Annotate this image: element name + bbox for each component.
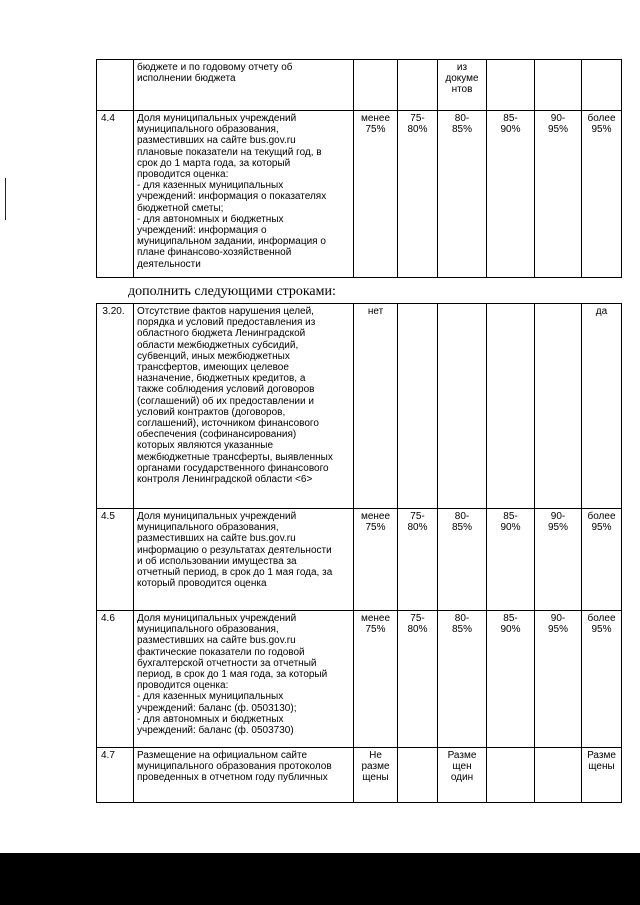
row-value: более 95% bbox=[582, 111, 622, 278]
row-value: менее 75% bbox=[354, 111, 398, 278]
row-value: 75- 80% bbox=[398, 611, 438, 748]
row-value: нет bbox=[354, 304, 398, 509]
scan-bottom-bar bbox=[0, 853, 640, 905]
row-number: 4.6 bbox=[97, 611, 134, 748]
row-value bbox=[398, 60, 438, 111]
indicator-table-bottom bbox=[96, 303, 622, 803]
row-value: менее 75% bbox=[354, 611, 398, 748]
row-value: 80- 85% bbox=[438, 509, 487, 611]
row-number: 4.4 bbox=[97, 111, 134, 278]
row-description: Доля муниципальных учреждений муниципального образования, разместивших на сайте bus.gov.ru информацию о результатах деятельности и об использовании имущества за отчетный период, в срок до 1 мая года, за который проводится оценка bbox=[134, 509, 354, 611]
row-value: 90- 95% bbox=[535, 611, 582, 748]
row-value: из докуме нтов bbox=[438, 60, 487, 111]
row-number: 4.5 bbox=[97, 509, 134, 611]
row-value: 85- 90% bbox=[487, 611, 535, 748]
row-description: Доля муниципальных учреждений муниципального образования, разместивших на сайте bus.gov.ru плановые показатели на текущий год, в срок до 1 марта года, за который проводится оценка: - для казенных муниципальных учреждений: информация о показателях бюджетной сметы; - для автономных и бюджетных учреждений: информация о муниципальном задании, информация о плане финансово-хозяйственной деятельности bbox=[134, 111, 354, 278]
row-value: 90- 95% bbox=[535, 509, 582, 611]
row-value: более 95% bbox=[582, 611, 622, 748]
row-value: 85- 90% bbox=[487, 509, 535, 611]
row-description: бюджете и по годовому отчету об исполнении бюджета bbox=[134, 60, 354, 111]
row-value: более 95% bbox=[582, 509, 622, 611]
row-number bbox=[97, 60, 134, 111]
table-row bbox=[97, 111, 622, 278]
row-value: 80- 85% bbox=[438, 111, 487, 278]
amendment-note: дополнить следующими строками: bbox=[128, 284, 336, 299]
row-value bbox=[398, 304, 438, 509]
row-value: 80- 85% bbox=[438, 611, 487, 748]
row-value: Разме щен один bbox=[438, 748, 487, 803]
row-value: да bbox=[582, 304, 622, 509]
row-value bbox=[535, 748, 582, 803]
row-description: Отсутствие фактов нарушения целей, порядка и условий предоставления из областного бюджета Ленинградской области межбюджетных субсидий, субвенций, иных межбюджетных трансфертов, имеющих целевое назначение, бюджетных кредитов, а также соблюдения условий договоров (соглашений) об их предоставлении и условий контрактов (договоров, соглашений), источником финансового обеспечения (софинансирования) которых являются указанные межбюджетные трансферты, выявленных органами государственного финансового контроля Ленинградской области <6> bbox=[134, 304, 354, 509]
table-row bbox=[97, 611, 622, 748]
row-value: Не разме щены bbox=[354, 748, 398, 803]
table-row bbox=[97, 60, 622, 111]
row-value bbox=[487, 748, 535, 803]
row-value bbox=[398, 748, 438, 803]
row-value bbox=[438, 304, 487, 509]
row-value: менее 75% bbox=[354, 509, 398, 611]
table-row bbox=[97, 304, 622, 509]
row-value: 90- 95% bbox=[535, 111, 582, 278]
row-value bbox=[354, 60, 398, 111]
row-number: 3.20. bbox=[97, 304, 134, 509]
row-value: 75- 80% bbox=[398, 509, 438, 611]
row-value bbox=[487, 60, 535, 111]
row-value: Разме щены bbox=[582, 748, 622, 803]
row-number: 4.7 bbox=[97, 748, 134, 803]
indicator-table-top bbox=[96, 59, 622, 278]
row-value bbox=[535, 304, 582, 509]
row-description: Доля муниципальных учреждений муниципального образования, разместивших на сайте bus.gov.ru фактические показатели по годовой бухгалтерской отчетности за отчетный период, в срок до 1 мая года, за который проводится оценка: - для казенных муниципальных учреждений: баланс (ф. 0503130); - для автономных и бюджетных учреждений: баланс (ф. 0503730) bbox=[134, 611, 354, 748]
margin-mark bbox=[5, 178, 6, 220]
row-value bbox=[582, 60, 622, 111]
row-value bbox=[487, 304, 535, 509]
table-row bbox=[97, 509, 622, 611]
row-value: 85- 90% bbox=[487, 111, 535, 278]
table-row bbox=[97, 748, 622, 803]
row-value: 75- 80% bbox=[398, 111, 438, 278]
row-description: Размещение на официальном сайте муниципального образования протоколов проведенных в отчетном году публичных bbox=[134, 748, 354, 803]
row-value bbox=[535, 60, 582, 111]
